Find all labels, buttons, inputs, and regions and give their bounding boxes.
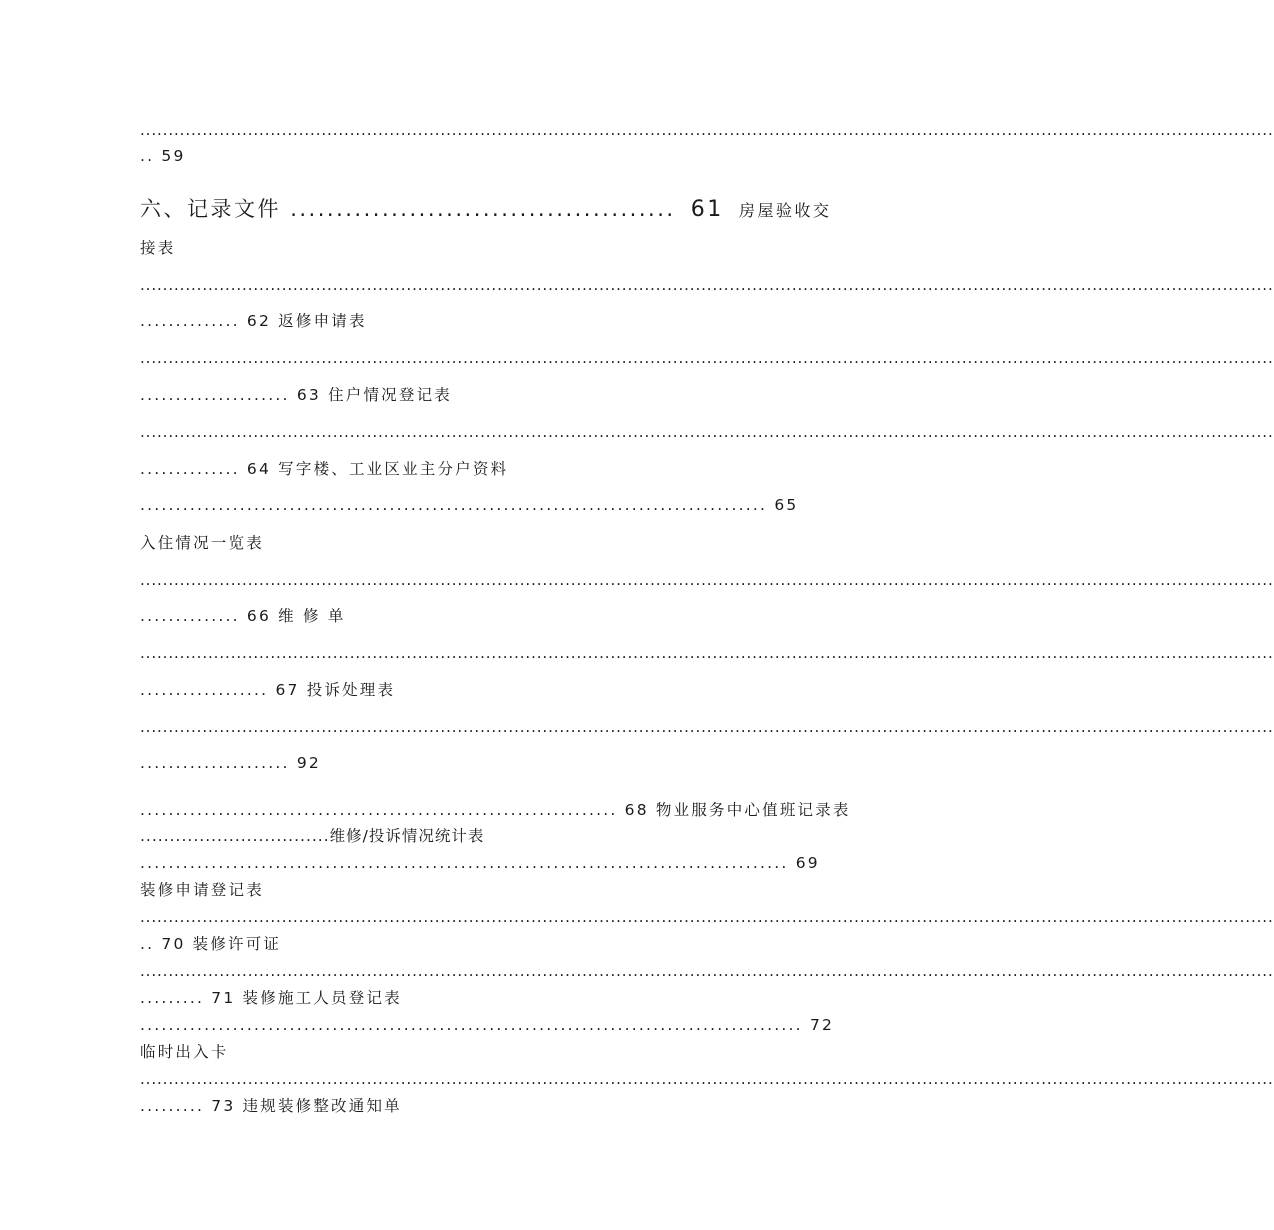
toc-entry[interactable] [140, 1096, 402, 1116]
toc-entry-text: 62 返修申请表 [246, 312, 367, 330]
toc-entry-title: 维修/投诉情况统计表 [329, 827, 485, 845]
toc-leader: ........................................................................................................................................................................................................ [140, 718, 1274, 736]
toc-leader: .............. [140, 460, 240, 478]
toc-leader: ................................................................... [140, 801, 618, 819]
toc-leader: ........................................................................................................................................................................................................ [140, 962, 1274, 980]
toc-entry[interactable] [140, 753, 321, 773]
toc-page-number: 61 [690, 197, 724, 222]
toc-leader: .............. [140, 607, 240, 625]
toc-leader: ......... [140, 1097, 205, 1115]
toc-entry-title: 入住情况一览表 [140, 534, 264, 552]
toc-entry-text: 66 维 修 单 [246, 607, 346, 625]
toc-entry[interactable] [140, 459, 508, 479]
toc-entry-text: 92 [296, 754, 321, 772]
toc-entry-text[interactable]: .. 70 装修许可证 [140, 935, 282, 953]
toc-leader: .............. [140, 312, 240, 330]
toc-page-number: .. 59 [140, 147, 186, 165]
toc-leader: .......................................... [290, 197, 676, 221]
toc-section-heading[interactable] [140, 195, 831, 223]
toc-leader: ............................................................................................. [140, 1016, 803, 1034]
toc-entry[interactable] [140, 988, 402, 1008]
toc-page-number: 69 [795, 854, 820, 872]
toc-entry[interactable] [140, 606, 346, 626]
toc-entry-text: 73 违规装修整改通知单 [211, 1097, 402, 1115]
toc-entry[interactable] [140, 826, 484, 846]
toc-leader: ........................................................................................................................................................................................................ [140, 121, 1274, 139]
toc-entry-title: 接表 [140, 239, 176, 257]
toc-leader: ........................................................................................... [140, 854, 789, 872]
toc-page-number: 72 [809, 1016, 835, 1034]
toc-leader: ......... [140, 989, 205, 1007]
toc-leader: ........................................................................................................................................................................................................ [140, 644, 1274, 662]
toc-entry[interactable] [140, 680, 395, 700]
toc-entry[interactable] [140, 311, 367, 331]
toc-leader: ................................ [140, 827, 330, 845]
toc-leader: .................. [140, 681, 269, 699]
toc-leader: ..................... [140, 754, 290, 772]
toc-entry-title: 物业服务中心值班记录表 [655, 801, 851, 819]
toc-entry[interactable] [140, 800, 851, 820]
toc-heading-title: 六、记录文件 [140, 197, 281, 221]
toc-entry-text: 64 写字楼、工业区业主分户资料 [246, 460, 509, 478]
toc-entry-title: 房屋验收交 [738, 201, 832, 220]
toc-entry[interactable] [140, 1015, 834, 1035]
toc-leader: ........................................................................................ [140, 496, 768, 514]
toc-entry-title: 装修申请登记表 [140, 881, 264, 899]
toc-leader: ........................................................................................................................................................................................................ [140, 423, 1274, 441]
toc-page-number: 65 [774, 496, 799, 514]
toc-leader: ........................................................................................................................................................................................................ [140, 571, 1274, 589]
toc-leader: ........................................................................................................................................................................................................ [140, 276, 1274, 294]
toc-entry-title: 临时出入卡 [140, 1043, 229, 1061]
toc-leader: ........................................................................................................................................................................................................ [140, 349, 1274, 367]
toc-leader: ........................................................................................................................................................................................................ [140, 908, 1274, 926]
toc-entry-text: 63 住户情况登记表 [296, 386, 452, 404]
toc-leader: ........................................................................................................................................................................................................ [140, 1070, 1274, 1088]
toc-entry[interactable] [140, 853, 820, 873]
toc-leader: ..................... [140, 386, 290, 404]
toc-entry[interactable] [140, 495, 798, 515]
toc-entry-text: 67 投诉处理表 [275, 681, 396, 699]
toc-page-number: 68 [624, 801, 649, 819]
toc-entry[interactable] [140, 385, 452, 405]
toc-entry-text: 71 装修施工人员登记表 [211, 989, 402, 1007]
